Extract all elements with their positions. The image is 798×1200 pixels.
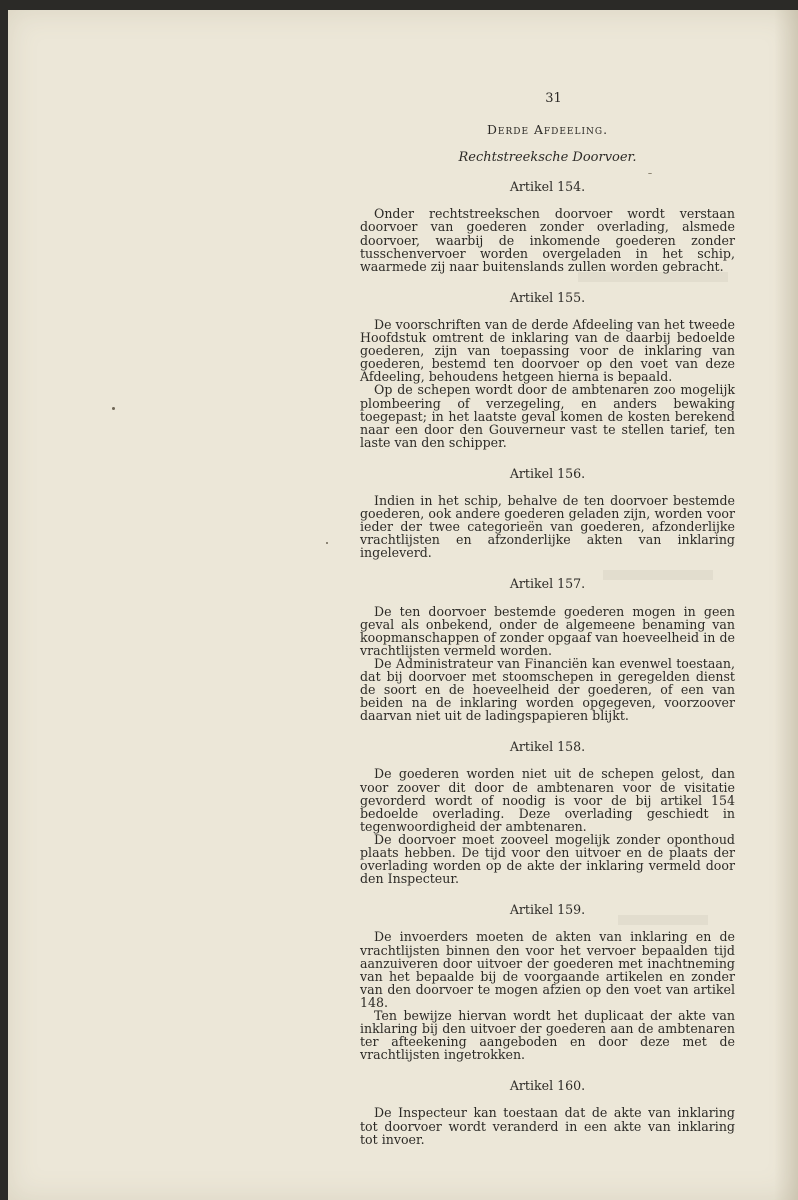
article-paragraph: De invoerders moeten de akten van inklaring en de vrachtlijsten binnen den voor het vervoer bepaalden tijd aanzuiveren door uitvoer der goederen met inachtneming van het bepaalde bij de voorgaande artikelen en zonder van den doorvoer te mogen afzien op den voet van artikel 148. xyxy=(360,929,735,1010)
section-subtitle: Rechtstreeksche Doorvoer. xyxy=(458,150,637,166)
article-heading: Artikel 154. xyxy=(509,179,586,195)
article-154 xyxy=(360,180,735,273)
article-heading: Artikel 159. xyxy=(509,902,586,918)
article-paragraph: Op de schepen wordt door de ambtenaren zoo mogelijk plombeering of verzegeling, en anders bewaking toegepast; in het laatste geval komen de kosten berekend naar een door den Gouverneur vast te stellen tarief, ten laste van den schipper. xyxy=(360,382,735,450)
page-edge-shadow xyxy=(774,10,798,1200)
article-156 xyxy=(360,467,735,560)
article-paragraph: De voorschriften van de derde Afdeeling van het tweede Hoofdstuk omtrent de inklaring van de daarbij bedoelde goederen, zijn van toepassing voor de inklaring van goederen, bestemd ten doorvoer op den voet van deze Afdeeling, behoudens hetgeen hierna is bepaald. xyxy=(360,316,735,385)
article-heading: Artikel 155. xyxy=(509,289,586,305)
article-heading: Artikel 157. xyxy=(509,576,586,592)
section-title: Derde Afdeeling. xyxy=(486,122,609,138)
article-paragraph: Ten bewijze hiervan wordt het duplicaat der akte van inklaring bij den uitvoer der goederen aan de ambtenaren ter afteekening aangeboden en door deze met de vrachtlijsten ingetrokken. xyxy=(360,1007,735,1063)
article-paragraph: De Inspecteur kan toestaan dat de akte van inklaring tot doorvoer wordt veranderd in een akte van inklaring tot invoer. xyxy=(360,1105,735,1147)
article-paragraph: De goederen worden niet uit de schepen gelost, dan voor zoover dit door de ambtenaren voor de visitatie gevorderd wordt of noodig is voor de bij artikel 154 bedoelde overlading. Deze overlading geschiedt in tegenwoordigheid der ambtenaren. xyxy=(360,766,735,834)
article-paragraph: De Administrateur van Financiën kan evenwel toestaan, dat bij doorvoer met stoomschepen in geregelden dienst de soort en de hoeveelheid der goederen, of een van beiden na de inklaring worden opgegeven, voorzoover daarvan niet uit de ladingspapieren blijkt. xyxy=(360,655,735,724)
article-heading: Artikel 158. xyxy=(509,739,586,755)
page-number: 31 xyxy=(545,91,562,106)
paper-speck xyxy=(112,407,115,410)
article-paragraph: De doorvoer moet zooveel mogelijk zonder oponthoud plaats hebben. De tijd voor den uitvoer en de plaats der overlading worden op de akte der inklaring vermeld door den Inspecteur. xyxy=(360,831,735,887)
article-paragraph: Indien in het schip, behalve de ten doorvoer bestemde goederen, ook andere goederen geladen zijn, worden voor ieder der twee categorieën van goederen, afzonderlijke vrachtlijsten en afzonderlijke akten van inklaring ingeleverd. xyxy=(360,492,735,561)
paper-speck xyxy=(326,542,328,544)
article-157 xyxy=(360,577,735,722)
article-heading: Artikel 156. xyxy=(509,465,586,481)
article-heading: Artikel 160. xyxy=(509,1078,586,1094)
document-body xyxy=(360,92,735,1164)
scanned-page xyxy=(8,10,798,1200)
article-158 xyxy=(360,740,735,885)
article-160 xyxy=(360,1079,735,1145)
article-159 xyxy=(360,903,735,1061)
article-155 xyxy=(360,291,735,449)
article-paragraph: De ten doorvoer bestemde goederen mogen in geen geval als onbekend, onder de algemeene benaming van koopmanschappen of zonder opgaaf van hoeveelheid in de vrachtlijsten vermeld worden. xyxy=(360,603,735,658)
article-paragraph: Onder rechtstreekschen doorvoer wordt verstaan doorvoer van goederen zonder overlading, alsmede doorvoer, waarbij de inkomende goederen zonder tusschenvervoer worden overgeladen in het schip, waarmede zij naar buitenslands zullen worden gebracht. xyxy=(360,206,735,274)
